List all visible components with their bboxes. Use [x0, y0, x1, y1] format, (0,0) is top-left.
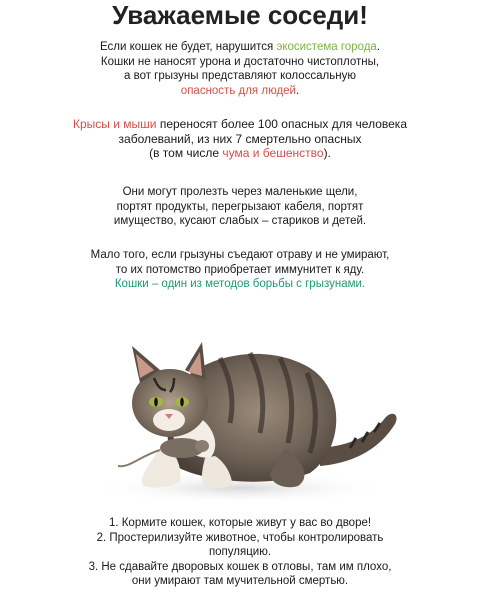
- tip-2: 2. Простерилизуйте животное, чтобы контролировать: [96, 531, 384, 544]
- p1-line-3: а вот грызуны представляют колоссальную: [124, 70, 356, 82]
- p2-line-2: заболеваний, из них 7 смертельно опасных: [118, 131, 362, 146]
- cats-method-highlight: Кошки – один из методов борьбы с грызунами.: [114, 278, 366, 290]
- p3-line-2: портят продукты, перегрызают кабеля, портят: [116, 200, 364, 213]
- tip-1: 1. Кормите кошек, которые живут у вас во дворе!: [108, 517, 372, 529]
- plague-rabies-highlight: чума и бешенство: [222, 146, 324, 160]
- p2-line-1: Крысы и мыши переносят более 100 опасных для человека: [72, 117, 407, 131]
- p3-line-1: Они могут пролезть через маленькие щели,: [122, 186, 358, 198]
- p1-line-2: Кошки не наносят урона и достаточно чистоплотны,: [100, 55, 380, 68]
- tip-2-cont: популяцию.: [208, 546, 272, 558]
- immunity-paragraph: [30, 248, 450, 292]
- p4-line-1: Мало того, если грызуны съедают отраву и не умирают,: [90, 249, 390, 261]
- tip-3: 3. Не сдавайте дворовых кошек в отловы, там им плохо,: [88, 560, 392, 573]
- tips-list: [40, 516, 440, 589]
- rats-mice-highlight: Крысы и мыши: [72, 117, 157, 131]
- p1-line-4: опасность для людей.: [180, 84, 300, 97]
- ecosystem-highlight: экосистема города: [276, 41, 377, 53]
- ecosystem-paragraph: [30, 40, 450, 98]
- danger-highlight: опасность для людей: [180, 84, 296, 97]
- p1-line-1: Если кошек не будет, нарушится экосистема города.: [99, 41, 381, 53]
- diseases-paragraph: [30, 117, 450, 161]
- p3-line-3: имущество, кусают слабых – стариков и детей.: [113, 215, 367, 227]
- tip-3-cont: они умирают там мучительной смертью.: [131, 575, 349, 587]
- cat-with-mouse-photo: [70, 298, 410, 506]
- p4-line-2: то их потомство приобретает иммунитет к яду.: [115, 263, 365, 276]
- damage-paragraph: [30, 185, 450, 229]
- p2-line-3: (в том числе чума и бешенство).: [149, 146, 331, 160]
- page-title: Уважаемые соседи!: [112, 0, 368, 30]
